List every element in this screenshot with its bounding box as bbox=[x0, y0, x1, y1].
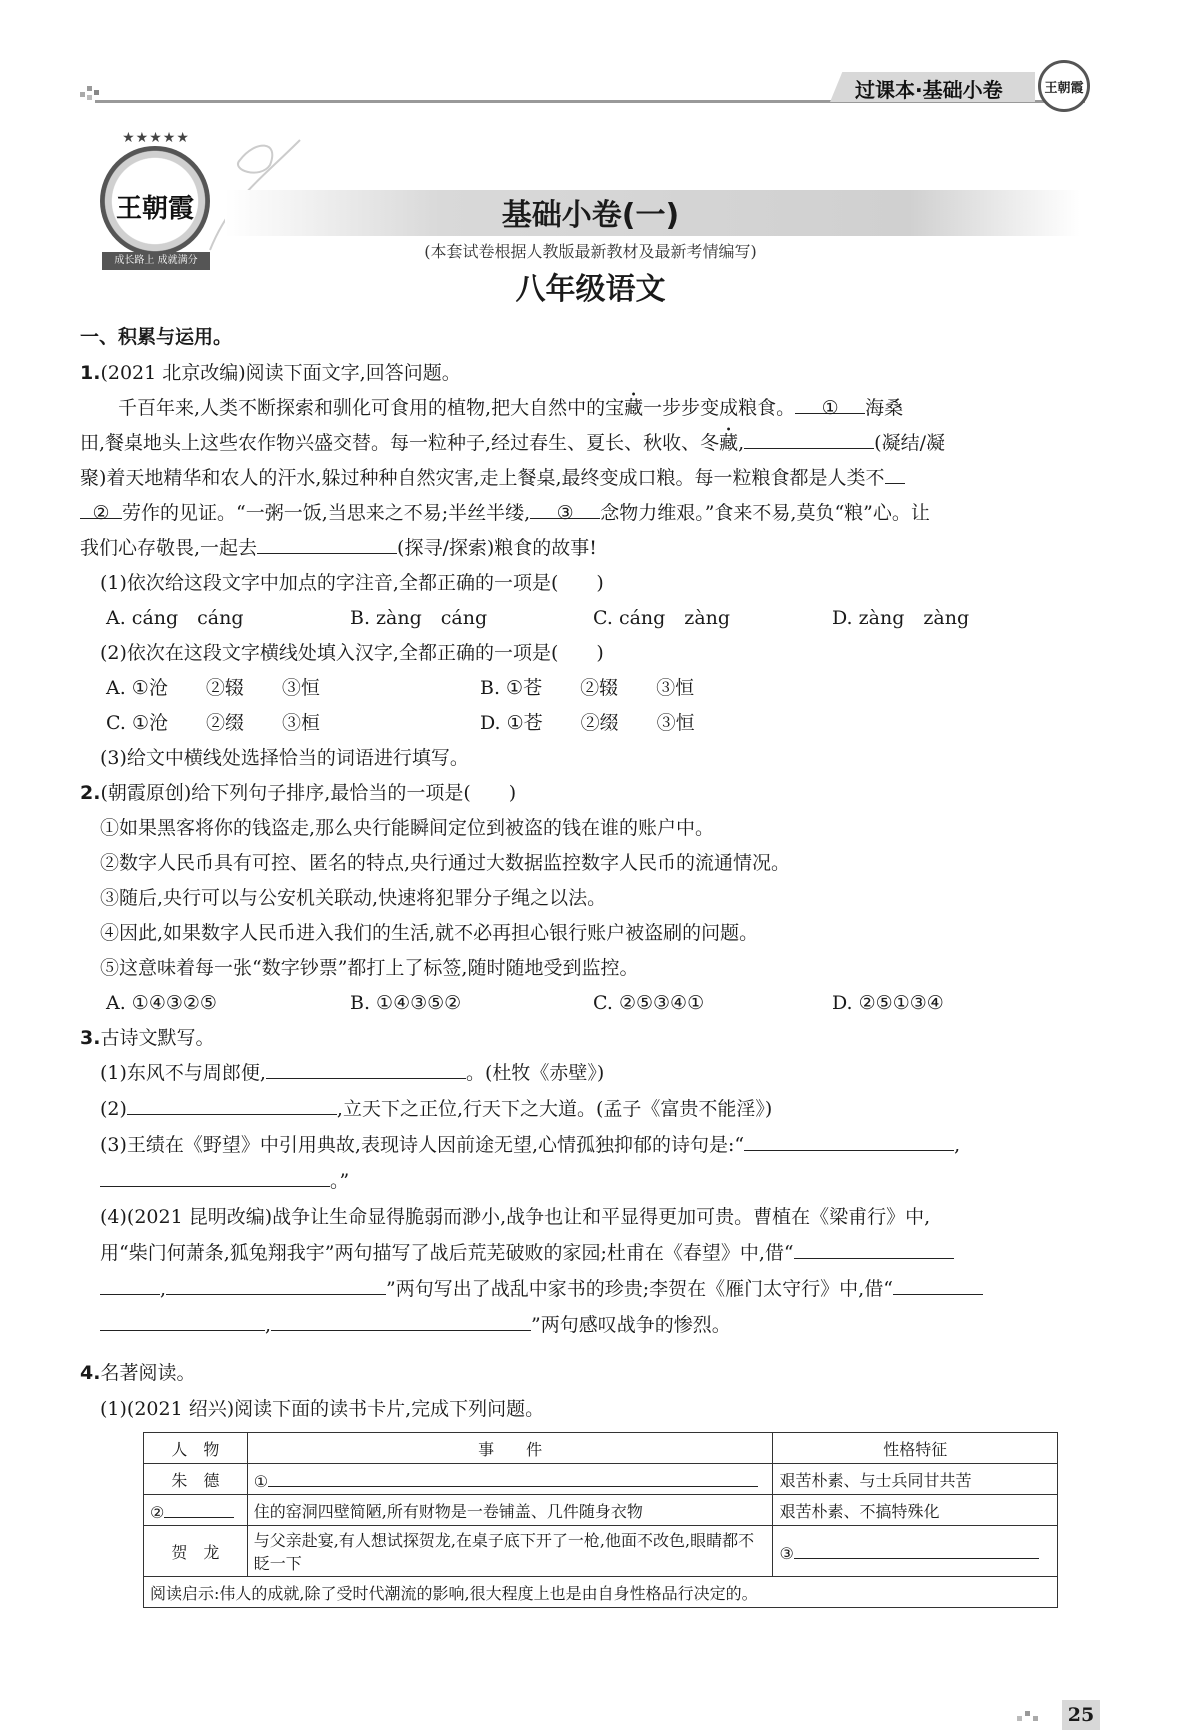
q1-blank-2[interactable] bbox=[80, 500, 122, 524]
page-subtitle: (本套试卷根据人教版最新教材及最新考情编写) bbox=[424, 242, 757, 261]
q3-text: ”两句写出了战乱中家书的珍贵;李贺在《雁门太守行》中,借“ bbox=[386, 1278, 893, 1300]
q1-passage-line-5 bbox=[80, 535, 597, 561]
q1-sub2-option-d[interactable]: D. ①苍 ②缀 ③恒 bbox=[480, 712, 695, 734]
q1-text: 海桑 bbox=[865, 397, 904, 419]
q3-text: (3)王绩在《野望》中引用典故,表现诗人因前途无望,心情孤独抑郁的诗句是:“ bbox=[100, 1134, 745, 1156]
table-cell-person: 贺 龙 bbox=[144, 1526, 248, 1577]
q1-text: 千百年来,人类不断探索和驯化可食用的植物,把大自然中的宝 bbox=[118, 397, 625, 419]
q3-blank-3a[interactable] bbox=[744, 1132, 954, 1151]
q1-sub3: (3)给文中横线处选择恰当的词语进行填写。 bbox=[100, 747, 469, 769]
q1-number: 1. bbox=[80, 362, 101, 384]
q3-text: 古诗文默写。 bbox=[100, 1027, 215, 1049]
q1-stem bbox=[80, 360, 461, 386]
q3-text: , bbox=[265, 1314, 272, 1336]
q1-sub1-option-d[interactable]: D. zàng zàng bbox=[832, 607, 970, 629]
logo-text: 王朝霞 bbox=[115, 194, 194, 224]
q3-blank-2[interactable] bbox=[127, 1096, 337, 1115]
q3-blank-4d[interactable] bbox=[271, 1312, 531, 1331]
q3-blank-4c[interactable] bbox=[893, 1276, 983, 1295]
table-cell-person-blank[interactable] bbox=[144, 1495, 248, 1526]
q3-text: 。” bbox=[330, 1170, 350, 1192]
logo-banner: 成长路上 成就满分 bbox=[102, 252, 210, 270]
blank-label: ③ bbox=[779, 1543, 794, 1563]
table-cell-person: 朱 德 bbox=[144, 1464, 248, 1495]
answer-line[interactable] bbox=[794, 1540, 1039, 1559]
reading-insight: 阅读启示:伟人的成就,除了受时代潮流的影响,很大程度上也是由自身性格品行决定的。 bbox=[144, 1577, 1058, 1608]
series-title: 过课本·基础小卷 bbox=[855, 78, 1003, 102]
q1-dotted-char: 藏 bbox=[624, 397, 644, 419]
q1-blank-label: ③ bbox=[556, 502, 574, 524]
q1-text: 念物力维艰。”食来不易,莫负“粮”心。让 bbox=[600, 502, 930, 524]
q1-text: 一步步变成粮食。 bbox=[643, 397, 796, 419]
q1-text: 聚)着天地精华和农人的汗水,躲过种种自然灾害,走上餐桌,最终变成口粮。每一粒粮食都是人类不 bbox=[80, 467, 885, 489]
q2-option-a[interactable]: A. ①④③②⑤ bbox=[106, 992, 217, 1014]
table-header-row bbox=[144, 1433, 1058, 1464]
table-cell-trait-blank[interactable] bbox=[773, 1526, 1058, 1577]
answer-line[interactable] bbox=[268, 1468, 758, 1487]
q1-passage-line-1 bbox=[118, 395, 903, 421]
q1-sub1-option-a[interactable]: A. cáng cáng bbox=[106, 607, 244, 629]
header-dots-decoration bbox=[80, 84, 104, 102]
q2-option-c[interactable]: C. ②⑤③④① bbox=[593, 992, 705, 1014]
q3-blank-4b[interactable] bbox=[166, 1276, 386, 1295]
q3-text: ,立天下之正位,行天下之大道。(孟子《富贵不能淫》) bbox=[336, 1098, 773, 1120]
table-footer-row bbox=[144, 1577, 1058, 1608]
q1-source: (2021 北京改编)阅读下面文字,回答问题。 bbox=[100, 362, 461, 384]
table-cell-event: 住的窑洞四壁简陋,所有财物是一卷铺盖、几件随身衣物 bbox=[247, 1495, 773, 1526]
q3-text: 用“柴门何萧条,狐兔翔我宇”两句描写了战后荒芜破败的家园;杜甫在《春望》中,借“ bbox=[100, 1242, 794, 1264]
q3-text: , bbox=[160, 1278, 167, 1300]
q3-text: ”两句感叹战争的惨烈。 bbox=[531, 1314, 731, 1336]
answer-line[interactable] bbox=[164, 1499, 234, 1518]
q3-item-4-line-2 bbox=[100, 1240, 954, 1266]
blank-label: ② bbox=[150, 1502, 165, 1522]
q1-sub2: (2)依次在这段文字横线处填入汉字,全都正确的一项是( ) bbox=[100, 642, 604, 664]
blank-label: ① bbox=[253, 1471, 269, 1491]
q2-number: 2. bbox=[80, 782, 101, 804]
q1-fill-blank-a[interactable] bbox=[744, 430, 874, 449]
table-cell-trait: 艰苦朴素、与士兵同甘共苦 bbox=[773, 1464, 1058, 1495]
q3-blank-4a-cont[interactable] bbox=[100, 1276, 160, 1295]
footer-dots-decoration bbox=[1015, 1708, 1045, 1724]
q1-text: 我们心存敬畏,一起去 bbox=[80, 537, 258, 559]
q3-blank-4a[interactable] bbox=[794, 1240, 954, 1259]
q2-sentence-2: ②数字人民币具有可控、匿名的特点,央行通过大数据监控数字人民币的流通情况。 bbox=[100, 852, 791, 874]
q1-blank-label: ① bbox=[821, 397, 839, 419]
q3-blank-1[interactable] bbox=[266, 1060, 466, 1079]
q3-item-1 bbox=[100, 1060, 604, 1086]
q3-blank-4c-cont[interactable] bbox=[100, 1312, 265, 1331]
table-header-person: 人 物 bbox=[144, 1433, 248, 1464]
header-logo bbox=[1038, 60, 1090, 112]
q4-sub1: (1)(2021 绍兴)阅读下面的读书卡片,完成下列问题。 bbox=[100, 1398, 545, 1420]
logo-stars-icon: ★★★★★ bbox=[122, 130, 190, 146]
q1-sub1-option-c[interactable]: C. cáng zàng bbox=[593, 607, 731, 629]
q1-sub1: (1)依次给这段文字中加点的字注音,全都正确的一项是( ) bbox=[100, 572, 604, 594]
q1-text: , bbox=[738, 432, 745, 454]
table-cell-trait: 艰苦朴素、不搞特殊化 bbox=[773, 1495, 1058, 1526]
q1-text: (探寻/探索)粮食的故事! bbox=[397, 537, 597, 559]
q3-item-3 bbox=[100, 1132, 960, 1158]
section-heading: 一、积累与运用。 bbox=[80, 326, 233, 348]
q2-text: (朝霞原创)给下列句子排序,最恰当的一项是( ) bbox=[100, 782, 517, 804]
q1-passage-line-3 bbox=[80, 465, 905, 491]
table-cell-event-blank[interactable] bbox=[247, 1464, 773, 1495]
q1-passage-line-2 bbox=[80, 430, 945, 456]
q3-item-2 bbox=[100, 1096, 772, 1122]
q1-blank-2-start[interactable] bbox=[885, 465, 905, 484]
q1-blank-1[interactable] bbox=[795, 395, 865, 419]
table-header-event: 事 件 bbox=[247, 1433, 773, 1464]
reading-card-table bbox=[143, 1432, 1058, 1608]
q3-item-4-line-4 bbox=[100, 1312, 731, 1338]
q1-text: (凝结/凝 bbox=[874, 432, 945, 454]
q2-sentence-5: ⑤这意味着每一张“数字钞票”都打上了标签,随时随地受到监控。 bbox=[100, 957, 639, 979]
q1-fill-blank-b[interactable] bbox=[257, 535, 397, 554]
q1-text: 劳作的见证。“一粥一饭,当思来之不易;半丝半缕, bbox=[122, 502, 531, 524]
q4-number: 4. bbox=[80, 1362, 101, 1384]
grade-title: 八年级语文 bbox=[515, 272, 666, 307]
q3-text: , bbox=[954, 1134, 961, 1156]
table-row bbox=[144, 1526, 1058, 1577]
page-title: 基础小卷(一) bbox=[501, 198, 680, 233]
table-cell-event: 与父亲赴宴,有人想试探贺龙,在桌子底下开了一枪,他面不改色,眼睛都不眨一下 bbox=[247, 1526, 773, 1577]
table-row bbox=[144, 1464, 1058, 1495]
q1-text: 田,餐桌地头上这些农作物兴盛交替。每一粒种子,经过春生、夏长、秋收、冬 bbox=[80, 432, 720, 454]
q2-option-b[interactable]: B. ①④③⑤② bbox=[350, 992, 462, 1014]
q2-stem bbox=[80, 780, 516, 806]
q3-blank-3b[interactable] bbox=[100, 1168, 330, 1187]
table-row bbox=[144, 1495, 1058, 1526]
q2-sentence-3: ③随后,央行可以与公安机关联动,快速将犯罪分子绳之以法。 bbox=[100, 887, 607, 909]
q3-number: 3. bbox=[80, 1027, 101, 1049]
q4-stem bbox=[80, 1360, 195, 1386]
q1-blank-label: ② bbox=[92, 502, 110, 524]
q3-text: (2) bbox=[100, 1098, 127, 1120]
q3-stem bbox=[80, 1025, 214, 1051]
page-number: 25 bbox=[1062, 1700, 1100, 1730]
q2-sentence-1: ①如果黑客将你的钱盗走,那么央行能瞬间定位到被盗的钱在谁的账户中。 bbox=[100, 817, 715, 839]
q3-item-3-cont bbox=[100, 1168, 349, 1194]
table-header-trait: 性格特征 bbox=[773, 1433, 1058, 1464]
q2-sentence-4: ④因此,如果数字人民币进入我们的生活,就不必再担心银行账户被盗刷的问题。 bbox=[100, 922, 759, 944]
q3-text: 。(杜牧《赤壁》) bbox=[465, 1062, 605, 1084]
q3-item-4-line-3 bbox=[100, 1276, 983, 1302]
q1-dotted-char: 藏 bbox=[719, 432, 739, 454]
q4-text: 名著阅读。 bbox=[100, 1362, 196, 1384]
q1-sub2-option-b[interactable]: B. ①苍 ②辍 ③恒 bbox=[480, 677, 695, 699]
q1-sub2-option-c[interactable]: C. ①沧 ②缀 ③桓 bbox=[106, 712, 320, 734]
header-logo-text: 王朝霞 bbox=[1044, 80, 1084, 96]
q1-sub1-option-b[interactable]: B. zàng cáng bbox=[350, 607, 488, 629]
q3-text: (1)东风不与周郎便, bbox=[100, 1062, 266, 1084]
q1-sub2-option-a[interactable]: A. ①沧 ②辍 ③恒 bbox=[106, 677, 320, 699]
q1-passage-line-4 bbox=[80, 500, 930, 526]
q2-option-d[interactable]: D. ②⑤①③④ bbox=[832, 992, 944, 1014]
q1-blank-3[interactable] bbox=[530, 500, 600, 524]
q3-item-4: (4)(2021 昆明改编)战争让生命显得脆弱而渺小,战争也让和平显得更加可贵。曹植在《梁甫行》中, bbox=[100, 1206, 931, 1228]
